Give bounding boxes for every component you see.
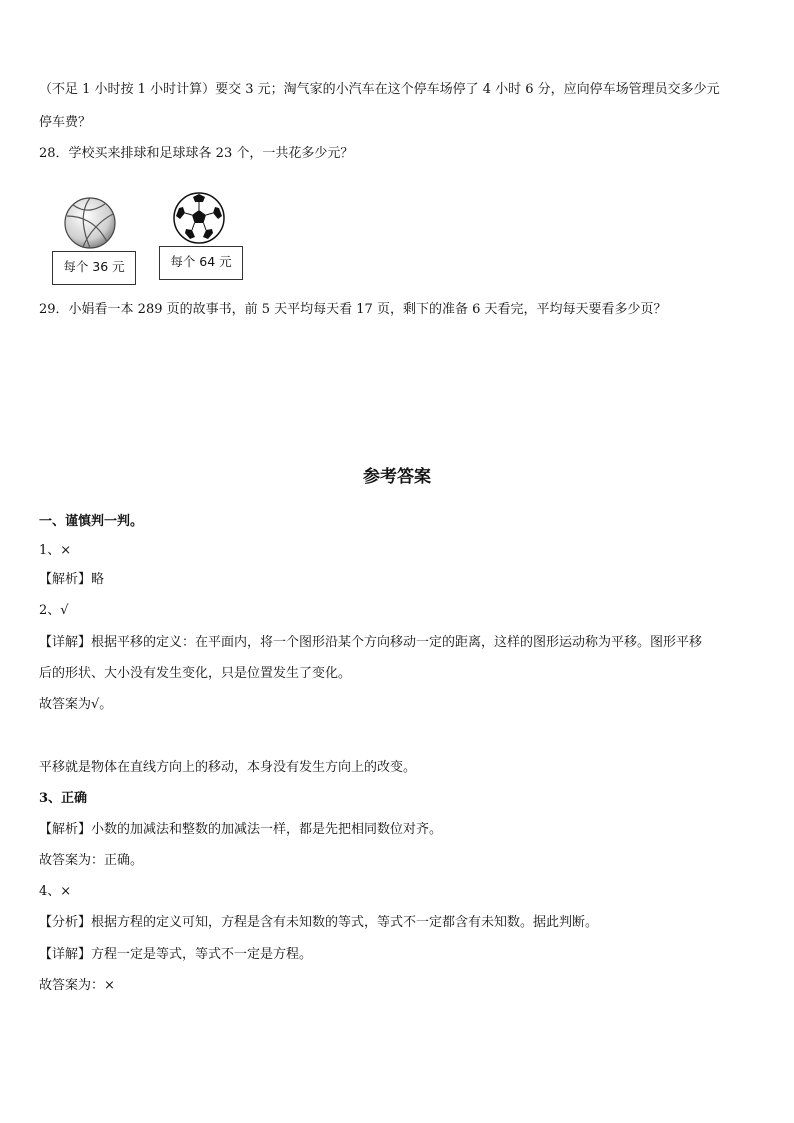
answer-1-analysis: 【解析】略: [39, 572, 105, 587]
answer-4-detail: 【详解】方程一定是等式，等式不一定是方程。: [39, 947, 313, 962]
answer-2: 2、√: [39, 603, 69, 618]
answers-title: 参考答案: [363, 467, 431, 487]
answer-3-analysis: 【解析】小数的加减法和整数的加减法一样，都是先把相同数位对齐。: [39, 822, 443, 837]
soccer-ball-icon: [172, 191, 226, 245]
question-27-continuation-line-2: 停车费？: [39, 115, 92, 130]
volleyball-price-label: 每个 36 元: [52, 251, 136, 285]
answer-3-conclusion: 故答案为：正确。: [39, 853, 144, 868]
answers-section-heading: 一、谨慎判一判。: [39, 514, 144, 529]
answer-4: 4、×: [39, 884, 72, 899]
answer-1: 1、×: [39, 543, 72, 558]
answer-2-note: 平移就是物体在直线方向上的移动，本身没有发生方向上的改变。: [39, 760, 417, 775]
answer-3: 3、正确: [39, 791, 88, 806]
answer-4-analysis: 【分析】根据方程的定义可知，方程是含有未知数的等式，等式不一定都含有未知数。据此判断。: [39, 915, 599, 930]
answer-2-detail-line-1: 【详解】根据平移的定义：在平面内，将一个图形沿某个方向移动一定的距离，这样的图形运动称为平移。图形平移: [39, 635, 703, 650]
question-28: 28．学校买来排球和足球球各 23 个，一共花多少元？: [39, 146, 354, 161]
answer-2-conclusion: 故答案为√。: [39, 697, 113, 712]
question-29: 29．小娟看一本 289 页的故事书，前 5 天平均每天看 17 页，剩下的准备 6 天看完，平均每天要看多少页？: [39, 302, 667, 317]
question-27-continuation-line-1: （不足 1 小时按 1 小时计算）要交 3 元；淘气家的小汽车在这个停车场停了 4 小时 6 分，应向停车场管理员交多少元: [39, 82, 720, 97]
answer-2-detail-line-2: 后的形状、大小没有发生变化，只是位置发生了变化。: [39, 666, 352, 681]
soccer-ball-price-label: 每个 64 元: [159, 246, 243, 280]
answer-4-conclusion: 故答案为：×: [39, 978, 115, 993]
volleyball-icon: [63, 196, 117, 250]
